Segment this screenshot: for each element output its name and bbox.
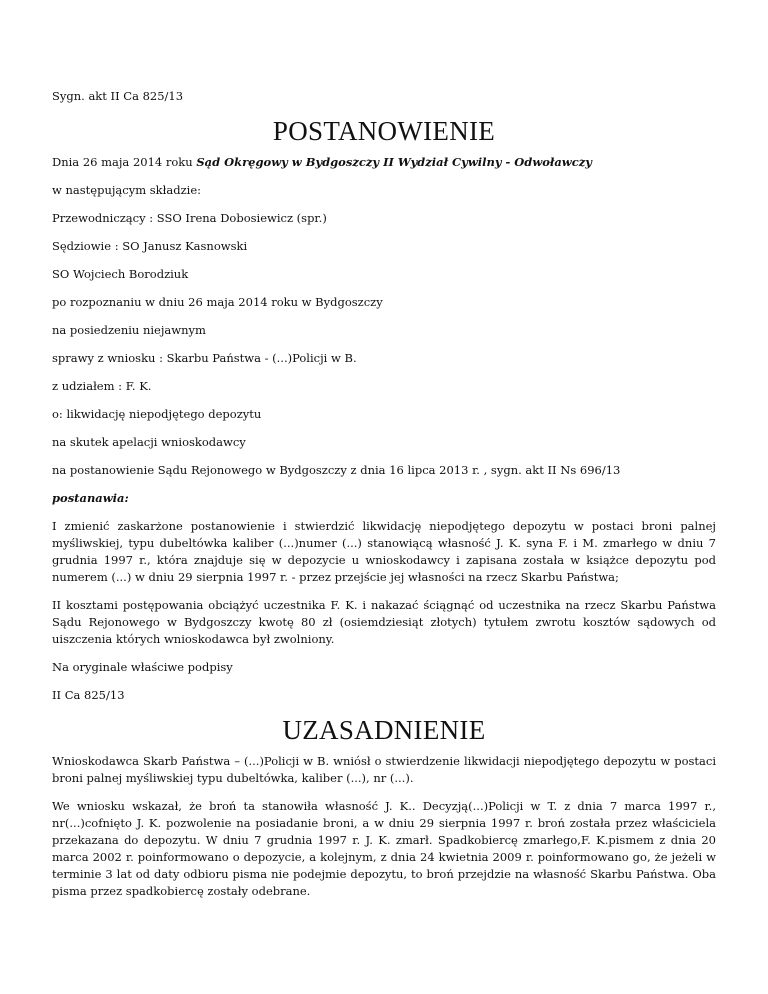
- chair-line: Przewodniczący : SSO Irena Dobosiewicz (spr.): [52, 211, 327, 225]
- hearing-line: po rozpoznaniu w dniu 26 maja 2014 roku w Bydgoszczy: [52, 295, 383, 309]
- justification-paragraph-2: We wniosku wskazał, że broń ta stanowiła własność J. K.. Decyzją(...)Policji w T. z dnia 7 marca 1997 r., nr(...)cofnięto J. K. pozwolenie na posiadanie broni, a w dniu 29 sierpnia 1997 r. broń została przez właściciela przekazana do depozytu. W dniu 7 grudnia 1997 r. J. K. zmarł. Spadkobiercę zmarłego,F. K.pismem z dnia 20 marca 2002 r. poinformowano o depozycie, a kolejnym, z dnia 24 kwietnia 2009 r. poinformowano go, że jeżeli w terminie 3 lat od daty odbioru pisma nie podejmie depozytu, to broń przejdzie na własność Skarbu Państwa. Oba pisma przez spadkobiercę zostały odebrane.: [52, 799, 716, 898]
- appeal-line: na skutek apelacji wnioskodawcy: [52, 435, 246, 449]
- case-signature: Sygn. akt II Ca 825/13: [52, 89, 184, 103]
- decision-title: POSTANOWIENIE: [272, 116, 496, 146]
- case-signature-2: II Ca 825/13: [52, 688, 125, 702]
- justification-paragraph-1: Wnioskodawca Skarb Państwa – (...)Policji w B. wniósł o stwierdzenie likwidacji niepodjętego depozytu w postaci broni palnej myśliwskiej typu dubeltówka, kaliber (...), nr (...).: [52, 754, 716, 785]
- justification-title: UZASADNIENIE: [282, 715, 486, 745]
- participant-line: z udziałem : F. K.: [52, 379, 152, 393]
- ruling-point-2: II kosztami postępowania obciążyć uczestnika F. K. i nakazać ściągnąć od uczestnika na rzecz Skarbu Państwa Sądu Rejonowego w Bydgoszczy kwotę 80 zł (osiemdziesiąt złotych) tytułem zwrotu kosztów sądowych od uiszczenia których wnioskodawca był zwolniony.: [52, 598, 716, 646]
- document-page: [52, 88, 716, 911]
- decides-heading: postanawia:: [52, 491, 129, 505]
- judges-line: Sędziowie : SO Janusz Kasnowski: [52, 239, 248, 253]
- session-line: na posiedzeniu niejawnym: [52, 323, 206, 337]
- ruling-point-1: I zmienić zaskarżone postanowienie i stwierdzić likwidację niepodjętego depozytu w postaci broni palnej myśliwskiej, typu dubeltówka kaliber (...)numer (...) stanowiącą własność J. K. syna F. i M. zmarłego w dniu 7 grudnia 1997 r., która znajduje się w depozycie u wnioskodawcy i zapisana została w książce depozytu pod numerem (...) w dniu 29 sierpnia 1997 r. - przez przejście jej własności na rzecz Skarbu Państwa;: [52, 519, 716, 584]
- date-prefix: Dnia 26 maja 2014 roku: [52, 155, 197, 169]
- ruling-reference-line: na postanowienie Sądu Rejonowego w Bydgoszczy z dnia 16 lipca 2013 r. , sygn. akt II Ns 696/13: [52, 463, 621, 477]
- case-line: sprawy z wniosku : Skarbu Państwa - (...)Policji w B.: [52, 351, 357, 365]
- signatures-note: Na oryginale właściwe podpisy: [52, 660, 233, 674]
- date-court-line: [52, 154, 716, 171]
- subject-line: o: likwidację niepodjętego depozytu: [52, 407, 262, 421]
- court-name: Sąd Okręgowy w Bydgoszczy II Wydział Cywilny - Odwoławczy: [196, 155, 592, 169]
- composition-line: w następującym składzie:: [52, 183, 202, 197]
- judge2-line: SO Wojciech Borodziuk: [52, 267, 189, 281]
